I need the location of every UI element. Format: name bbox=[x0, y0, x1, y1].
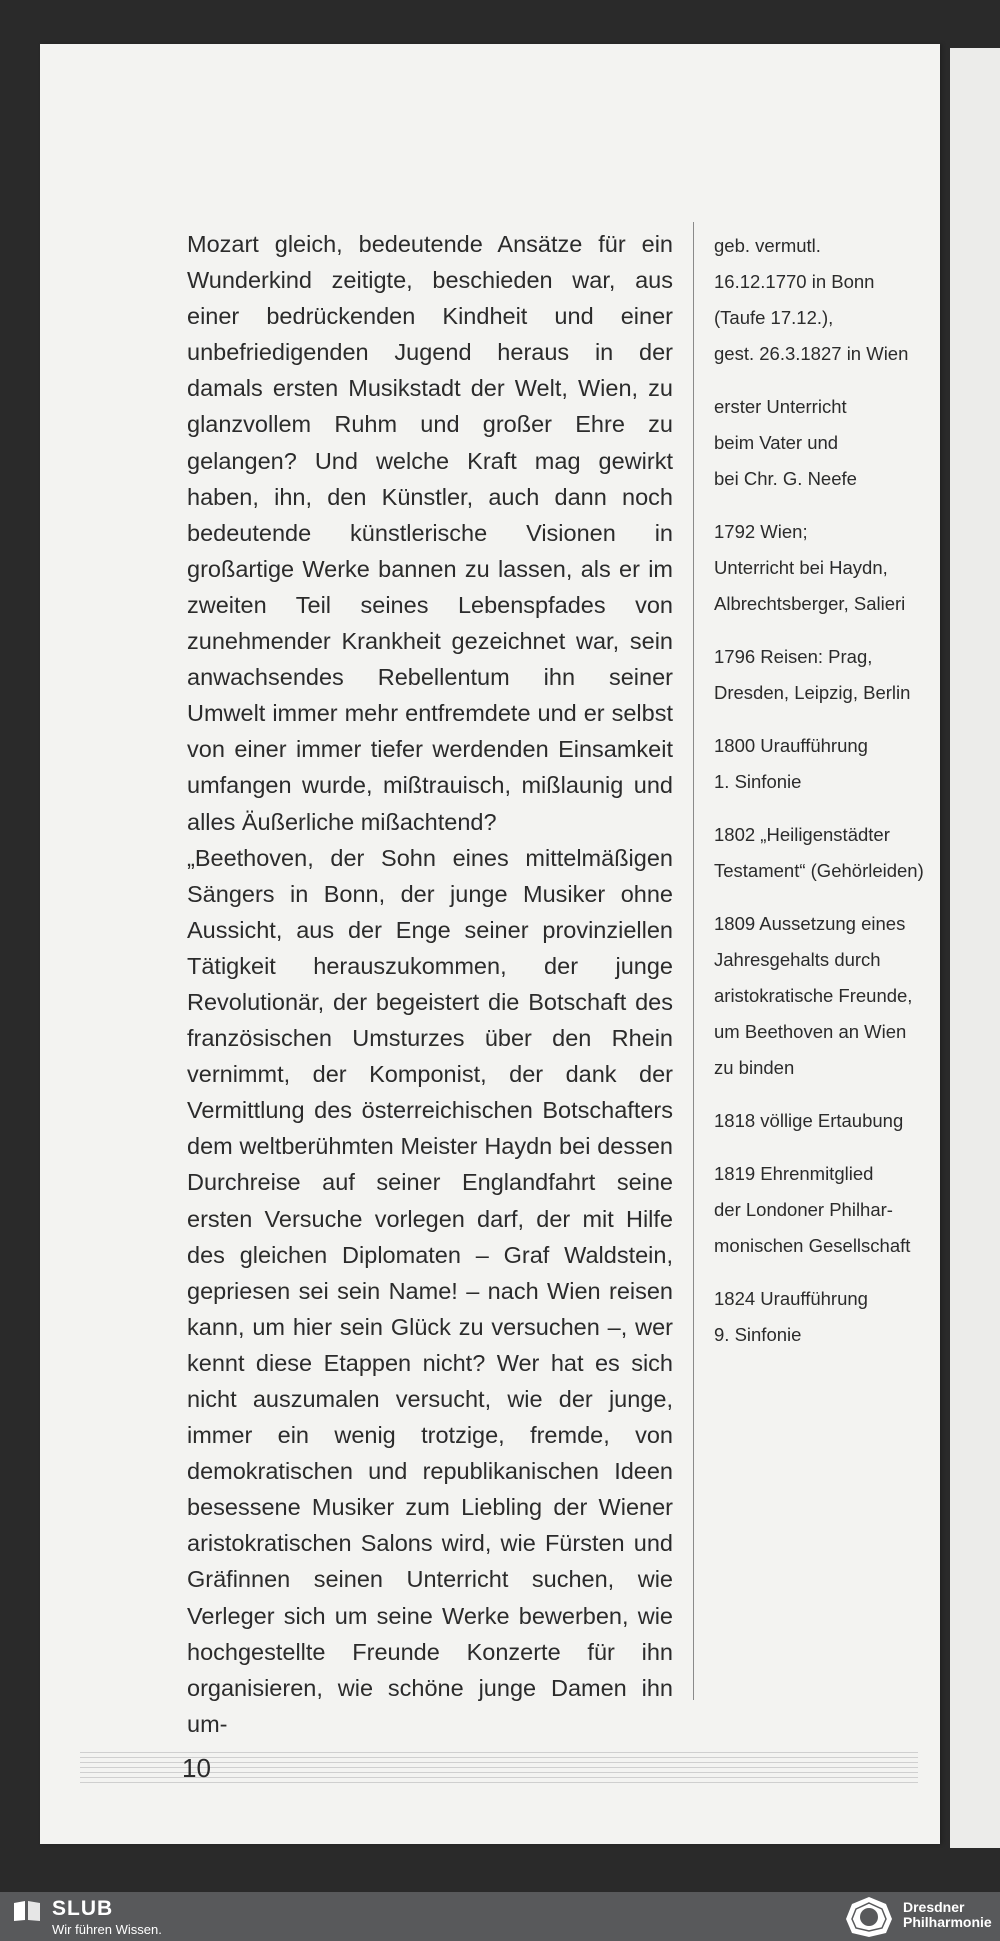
sidebar-line: 1818 völlige Ertaubung bbox=[714, 1110, 904, 1131]
sidebar-line: 1824 Uraufführung bbox=[714, 1288, 868, 1309]
page-number: 10 bbox=[182, 1753, 211, 1783]
sidebar-line: 1. Sinfonie bbox=[714, 771, 802, 792]
sidebar-line: Jahresgehalts durch bbox=[714, 949, 881, 970]
sidebar-line: 1800 Uraufführung bbox=[714, 735, 868, 756]
sidebar-entry bbox=[714, 514, 964, 622]
partner-name-line-1: Dresdner bbox=[903, 1899, 965, 1915]
paragraph-1: Mozart gleich, bedeutende Ansätze für ein Wunderkind zeitigte, beschieden war, aus einer bedrückenden Kindheit und einer unbefriedigenden Jugend heraus in der damals ersten Musikstadt der Welt, Wien, zu glanzvollem Ruhm und großer Ehre zu gelangen? Und welche Kraft mag gewirkt haben, ihn, den Künstler, auch dann noch bedeutende künstlerische Visionen in großartige Werke bannen zu lassen, als er im zweiten Teil seines Lebenspfades von zunehmender Krankheit gezeichnet war, sein anwachsendes Rebellentum ihn seiner Umwelt immer mehr entfremdete und er selbst von einer immer tiefer werdenden Einsamkeit umfangen wurde, mißtrauisch, mißlaunig und alles Äußerliche mißachtend? bbox=[187, 231, 673, 835]
sidebar-line: Testament“ (Gehörleiden) bbox=[714, 860, 924, 881]
library-tagline: Wir führen Wissen. bbox=[52, 1922, 162, 1937]
sidebar-line: monischen Gesellschaft bbox=[714, 1235, 911, 1256]
paragraph-2: „Beethoven, der Sohn eines mittelmäßigen Sängers in Bonn, der junge Musiker ohne Aussicht, aus der Enge seiner provinziellen Tätigkeit herauszukommen, der junge Revolutionär, der begeistert die Botschaft des französischen Umsturzes über den Rhein vernimmt, der Komponist, der dank der Vermittlung des österreichischen Botschafters dem weltberühmten Meister Haydn bei dessen Durchreise auf seiner Englandfahrt seine ersten Versuche vorlegen darf, der mit Hilfe des gleichen Diplomaten – Graf Waldstein, gepriesen sei sein Name! – nach Wien reisen kann, um hier sein Glück zu versuchen –, wer kennt diese Etappen nicht? Wer hat es sich nicht auszumalen versucht, wie der junge, immer ein wenig trotzige, fremde, von demokratischen und republikanischen Ideen besessene Musiker zum Liebling der Wiener aristokratischen Salons wird, wie Fürsten und Gräfinnen seinen Unterricht suchen, wie Verleger sich um seine Werke bewerben, wie hochgestellte Freunde Konzerte für ihn organisieren, wie schöne junge Damen ihn um- bbox=[187, 844, 673, 1737]
sidebar-line: 1809 Aussetzung eines bbox=[714, 913, 906, 934]
sidebar-entry bbox=[714, 228, 964, 372]
sidebar-entry bbox=[714, 639, 964, 711]
sidebar-line: (Taufe 17.12.), bbox=[714, 307, 834, 328]
biography-sidebar bbox=[714, 228, 964, 1370]
sidebar-entry bbox=[714, 1156, 964, 1264]
sidebar-entry bbox=[714, 1103, 964, 1139]
sidebar-line: 1792 Wien; bbox=[714, 521, 808, 542]
sidebar-line: 9. Sinfonie bbox=[714, 1324, 802, 1345]
library-name: SLUB bbox=[52, 1897, 114, 1920]
sidebar-entry bbox=[714, 1281, 964, 1353]
sidebar-entry bbox=[714, 728, 964, 800]
column-divider bbox=[693, 222, 694, 1700]
sidebar-line: zu binden bbox=[714, 1057, 795, 1078]
sidebar-line: Unterricht bei Haydn, bbox=[714, 557, 888, 578]
sidebar-line: 1796 Reisen: Prag, bbox=[714, 646, 873, 667]
sidebar-line: Dresden, Leipzig, Berlin bbox=[714, 682, 911, 703]
sidebar-line: 1802 „Heiligenstädter bbox=[714, 824, 890, 845]
sidebar-line: Albrechtsberger, Salieri bbox=[714, 593, 906, 614]
sidebar-line: um Beethoven an Wien bbox=[714, 1021, 907, 1042]
sidebar-line: erster Unterricht bbox=[714, 396, 847, 417]
partner-name-line-2: Philharmonie bbox=[903, 1914, 992, 1930]
sidebar-line: geb. vermutl. bbox=[714, 235, 821, 256]
book-page bbox=[40, 44, 940, 1844]
sidebar-entry bbox=[714, 906, 964, 1086]
book-icon bbox=[12, 1900, 42, 1922]
sidebar-line: der Londoner Philhar- bbox=[714, 1199, 893, 1220]
main-text-column bbox=[187, 226, 673, 1742]
sidebar-line: bei Chr. G. Neefe bbox=[714, 468, 857, 489]
partner-name bbox=[903, 1900, 992, 1930]
sidebar-line: gest. 26.3.1827 in Wien bbox=[714, 343, 909, 364]
footer-bar bbox=[0, 1892, 1000, 1941]
philharmonie-logo-icon bbox=[842, 1895, 896, 1939]
sidebar-line: aristokratische Freunde, bbox=[714, 985, 913, 1006]
sidebar-line: 16.12.1770 in Bonn bbox=[714, 271, 875, 292]
sidebar-entry bbox=[714, 389, 964, 497]
sidebar-line: 1819 Ehrenmitglied bbox=[714, 1163, 874, 1184]
sidebar-entry bbox=[714, 817, 964, 889]
sidebar-line: beim Vater und bbox=[714, 432, 839, 453]
